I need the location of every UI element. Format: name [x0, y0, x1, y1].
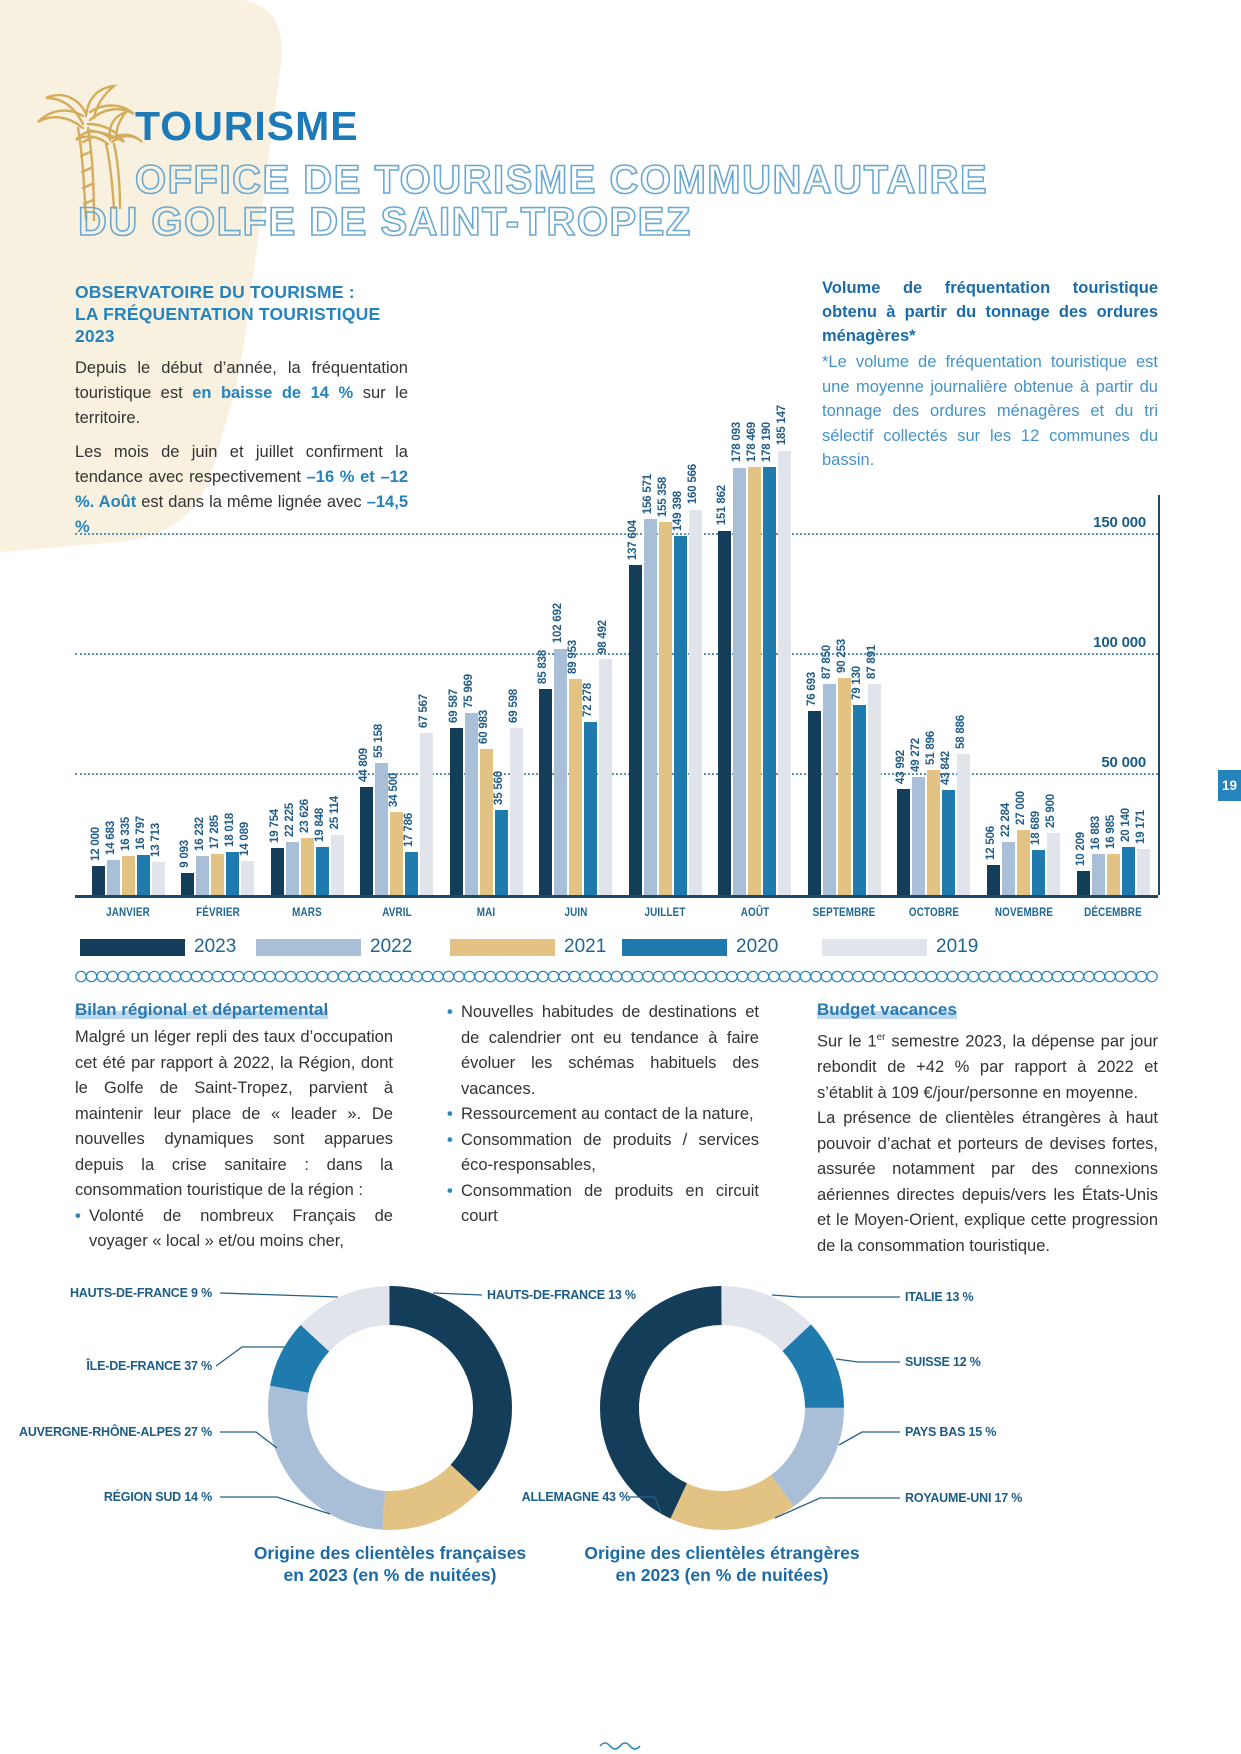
- bar-value-label: 27 000: [1015, 791, 1027, 826]
- bar-value-label: 43 842: [940, 750, 953, 785]
- bar-value-label: 18 018: [224, 812, 237, 847]
- bar-value-label: 18 689: [1030, 811, 1042, 846]
- bar-2021-août: [748, 467, 761, 895]
- bar-value-label: 44 809: [358, 748, 371, 783]
- month-label-janvier: JANVIER: [106, 905, 150, 919]
- bar-value-label: 14 683: [104, 820, 117, 855]
- bar-value-label: 155 358: [656, 476, 669, 518]
- bar-value-label: 69 587: [447, 689, 460, 723]
- chart-legend: [0, 936, 1241, 960]
- bar-value-label: 67 567: [418, 693, 431, 728]
- volume-heading: Volume de fréquentation touristique obtenu à partir du tonnage des ordures ménagères*: [822, 279, 1158, 345]
- legend-item-2019: 2019: [822, 936, 978, 958]
- bar-value-label: 72 278: [582, 682, 595, 717]
- bar-2022-avril: [375, 763, 388, 895]
- bar-value-label: 58 886: [955, 714, 968, 749]
- observatoire-paragraph-1: Depuis le début d’année, la fréquentation touristique est en baisse de 14 % sur le territoire.: [75, 359, 408, 427]
- bar-value-label: 178 093: [731, 422, 744, 463]
- bar-2023-février: [181, 873, 194, 895]
- bar-value-label: 55 158: [373, 723, 386, 758]
- bar-value-label: 85 838: [537, 650, 550, 684]
- bar-2023-octobre: [897, 789, 910, 895]
- bar-2020-janvier: [137, 855, 150, 895]
- bar-2022-février: [196, 856, 209, 895]
- budget-heading: Budget vacances: [817, 1000, 957, 1019]
- bar-value-label: 19 171: [1134, 810, 1147, 844]
- month-label-octobre: OCTOBRE: [908, 905, 960, 919]
- bar-value-label: 25 114: [328, 796, 341, 830]
- bar-2021-avril: [390, 812, 403, 895]
- bar-2019-mai: [510, 728, 523, 895]
- bar-value-label: 156 571: [641, 474, 654, 515]
- bar-2022-mars: [286, 842, 299, 895]
- bar-2021-mars: [301, 838, 314, 895]
- bar-value-label: 98 492: [597, 619, 610, 654]
- callout-allemagne: ALLEMAGNE 43 %: [521, 1490, 630, 1504]
- footer-wave-icon: [598, 1738, 642, 1750]
- donut-charts-zone: [0, 1270, 1241, 1610]
- bar-value-label: 25 900: [1045, 793, 1057, 828]
- callout-pays-bas: PAYS BAS 15 %: [905, 1425, 997, 1439]
- bar-value-label: 20 140: [1119, 807, 1132, 842]
- bar-2021-novembre: [1017, 830, 1030, 895]
- bar-2020-mai: [495, 810, 508, 895]
- bar-value-label: 75 969: [462, 673, 475, 708]
- bar-2023-septembre: [808, 711, 821, 895]
- bar-value-label: 102 692: [552, 603, 565, 644]
- bar-value-label: 9 093: [179, 840, 192, 869]
- month-label-avril: AVRIL: [381, 905, 412, 919]
- callout-royaume-uni: ROYAUME-UNI 17 %: [905, 1491, 1023, 1505]
- bar-2022-novembre: [1002, 842, 1015, 895]
- bar-2022-juin: [554, 649, 567, 895]
- bar-value-label: 22 284: [1000, 802, 1012, 837]
- month-label-mars: MARS: [292, 905, 322, 919]
- bar-value-label: 23 626: [298, 799, 311, 834]
- gridline-100000: [75, 653, 1158, 655]
- donut-title-etrangeres: Origine des clientèles étrangères en 2023 (en % de nuitées): [584, 1543, 860, 1585]
- callout-auvergne-rhone-alpes: AUVERGNE-RHÔNE-ALPES 27 %: [19, 1425, 212, 1439]
- legend-swatch-2022: [256, 939, 361, 956]
- bar-2019-novembre: [1047, 833, 1060, 895]
- bar-2023-mai: [450, 728, 463, 895]
- bar-2022-décembre: [1092, 854, 1105, 895]
- bar-value-label: 35 560: [492, 770, 505, 805]
- page-title-line2: DU GOLFE DE SAINT-TROPEZ: [78, 200, 692, 244]
- bar-2020-juillet: [674, 536, 687, 895]
- bar-2019-décembre: [1137, 849, 1150, 895]
- bar-2019-avril: [420, 733, 433, 895]
- bar-2021-juillet: [659, 522, 672, 895]
- month-label-septembre: SEPTEMBRE: [813, 905, 876, 919]
- bar-2023-juin: [539, 689, 552, 895]
- bar-2020-mars: [316, 847, 329, 895]
- bar-value-label: 76 693: [805, 671, 818, 706]
- bar-value-label: 10 209: [1074, 831, 1087, 866]
- ytick-150000: 150 000: [1093, 514, 1146, 531]
- bar-2020-février: [226, 852, 239, 895]
- gridline-150000: [75, 533, 1158, 535]
- bar-2019-octobre: [957, 754, 970, 895]
- habitudes-bullet-4: • Consommation de produits en circuit court: [447, 1179, 759, 1230]
- bilan-bullet-1: • Volonté de nombreux Français de voyager « local » et/ou moins cher,: [75, 1204, 393, 1255]
- bilan-bullets: [75, 1204, 393, 1255]
- callout-suisse: SUISSE 12 %: [905, 1355, 981, 1369]
- legend-swatch-2019: [822, 939, 927, 956]
- ytick-50000: 50 000: [1101, 754, 1146, 771]
- bar-value-label: 185 147: [776, 405, 789, 446]
- bar-2019-mars: [331, 835, 344, 895]
- legend-item-2021: 2021: [450, 936, 606, 958]
- budget-column: [817, 1000, 1158, 1259]
- bar-2020-décembre: [1122, 847, 1135, 895]
- bar-value-label: 178 469: [746, 421, 759, 462]
- bar-2021-octobre: [927, 770, 940, 895]
- bar-value-label: 16 883: [1089, 815, 1102, 850]
- bar-2021-janvier: [122, 856, 135, 895]
- bar-value-label: 43 992: [895, 750, 908, 785]
- ytick-100000: 100 000: [1093, 634, 1146, 651]
- budget-paragraph-1: Sur le 1er semestre 2023, la dépense par jour rebondit de +42 % par rapport à 2022 et s’établit à 109 €/jour/personne en moyenne.: [817, 1032, 1158, 1102]
- callout-hauts-de-france-9: HAUTS-DE-FRANCE 9 %: [69, 1286, 212, 1300]
- month-label-juin: JUIN: [564, 905, 588, 919]
- bar-2022-janvier: [107, 860, 120, 895]
- volume-column: [822, 276, 1158, 473]
- bar-value-label: 19 754: [268, 808, 281, 843]
- bar-value-label: 87 850: [820, 645, 833, 680]
- bar-value-label: 87 891: [865, 645, 878, 680]
- bar-value-label: 16 985: [1104, 815, 1117, 850]
- bar-value-label: 149 398: [671, 491, 684, 532]
- legend-item-2022: 2022: [256, 936, 412, 958]
- bar-value-label: 16 335: [119, 816, 132, 851]
- bar-2023-mars: [271, 848, 284, 895]
- bar-value-label: 12 000: [89, 827, 102, 862]
- page-title-line1: OFFICE DE TOURISME COMMUNAUTAIRE: [135, 158, 989, 202]
- bar-value-label: 51 896: [925, 731, 938, 766]
- bar-2019-février: [241, 861, 254, 895]
- callout-region-sud: RÉGION SUD 14 %: [103, 1490, 212, 1504]
- bar-2020-septembre: [853, 705, 866, 895]
- legend-item-2023: 2023: [80, 936, 236, 958]
- habitudes-column: [447, 1000, 759, 1230]
- callout-ile-de-france: ÎLE-DE-FRANCE 37 %: [86, 1359, 212, 1373]
- bilan-heading: Bilan régional et départemental: [75, 1000, 329, 1019]
- bar-value-label: 22 225: [283, 802, 296, 837]
- budget-paragraph-2: La présence de clientèles étrangères à haut pouvoir d’achat et porteurs de devises fortes, assurée notamment par des connexions aériennes directes depuis/vers les États-Unis et le Moyen-Orient, explique cette progression de la consommation touristique.: [817, 1109, 1158, 1255]
- legend-swatch-2021: [450, 939, 555, 956]
- bar-value-label: 13 713: [149, 823, 162, 858]
- y-axis-line: [1158, 495, 1160, 895]
- volume-note: *Le volume de fréquentation touristique est une moyenne journalière obtenue à partir du tonnage des ordures ménagères et du tri sélectif collectés sur les 12 communes du bassin.: [822, 353, 1158, 469]
- habitudes-bullet-1: • Nouvelles habitudes de destinations et de calendrier ont eu tendance à faire évoluer les schémas habituels des vacances.: [447, 1000, 759, 1102]
- month-label-février: FÉVRIER: [195, 905, 240, 919]
- bar-2022-août: [733, 468, 746, 895]
- bar-2021-mai: [480, 749, 493, 895]
- bar-2019-juillet: [689, 510, 702, 895]
- bar-2019-septembre: [868, 684, 881, 895]
- bar-2020-novembre: [1032, 850, 1045, 895]
- month-label-mai: MAI: [476, 905, 496, 919]
- bar-value-label: 160 566: [686, 464, 699, 505]
- bar-value-label: 49 272: [910, 737, 923, 772]
- bilan-column: [75, 1000, 393, 1255]
- bar-value-label: 151 862: [716, 485, 729, 526]
- callout-hauts-de-france-13: HAUTS-DE-FRANCE 13 %: [487, 1288, 636, 1302]
- bar-2023-novembre: [987, 865, 1000, 895]
- bar-2023-août: [718, 531, 731, 895]
- bar-2019-juin: [599, 659, 612, 895]
- legend-swatch-2020: [622, 939, 727, 956]
- wavy-divider: [75, 969, 1158, 984]
- bar-2020-avril: [405, 852, 418, 895]
- bar-value-label: 14 089: [239, 822, 252, 857]
- bar-2021-juin: [569, 679, 582, 895]
- bar-2022-mai: [465, 713, 478, 895]
- bar-value-label: 178 190: [761, 422, 774, 463]
- habitudes-bullets: [447, 1000, 759, 1230]
- bar-value-label: 60 983: [477, 709, 490, 744]
- bar-value-label: 69 598: [507, 688, 520, 723]
- bilan-paragraph: Malgré un léger repli des taux d’occupation cet été par rapport à 2022, la Région, dont le Golfe de Saint-Tropez, parvient à maintenir leur place de « leader ». De nouvelles dynamiques sont apparues depuis la crise sanitaire : dans la consommation touristique de la région :: [75, 1028, 393, 1199]
- page-number-badge: 19: [1218, 770, 1241, 801]
- bar-2021-septembre: [838, 678, 851, 895]
- bar-2019-janvier: [152, 862, 165, 895]
- gridline-50000: [75, 773, 1158, 775]
- bar-2022-juillet: [644, 519, 657, 895]
- observatoire-paragraph-2: Les mois de juin et juillet confirment la tendance avec respectivement –16 % et –12 %. Août est dans la même lignée avec –14,5 %: [75, 443, 408, 536]
- bar-2023-janvier: [92, 866, 105, 895]
- bar-2022-septembre: [823, 684, 836, 895]
- bar-2022-octobre: [912, 777, 925, 895]
- section-kicker: TOURISME: [135, 103, 359, 149]
- bar-2020-octobre: [942, 790, 955, 895]
- bar-value-label: 137 604: [626, 519, 639, 560]
- legend-swatch-2023: [80, 939, 185, 956]
- bar-2023-juillet: [629, 565, 642, 895]
- bar-2020-août: [763, 467, 776, 895]
- bar-value-label: 16 797: [134, 815, 147, 850]
- bar-value-label: 90 253: [835, 639, 848, 674]
- month-label-juillet: JUILLET: [644, 905, 686, 919]
- bar-value-label: 12 506: [985, 826, 997, 860]
- month-label-août: AOÛT: [740, 905, 770, 919]
- bar-value-label: 17 786: [403, 813, 416, 848]
- habitudes-bullet-3: • Consommation de produits / services éco-responsables,: [447, 1128, 759, 1179]
- bar-value-label: 17 285: [209, 814, 222, 849]
- bar-value-label: 89 953: [567, 640, 580, 675]
- bar-value-label: 16 232: [194, 817, 207, 852]
- bar-value-label: 19 848: [313, 808, 326, 843]
- bar-2021-février: [211, 854, 224, 895]
- donut-title-francaises: Origine des clientèles françaises en 2023 (en % de nuitées): [253, 1543, 527, 1585]
- bar-2019-août: [778, 451, 791, 895]
- month-label-décembre: DÉCEMBRE: [1084, 905, 1142, 919]
- bar-2020-juin: [584, 722, 597, 895]
- callout-italie: ITALIE 13 %: [905, 1290, 974, 1304]
- habitudes-bullet-2: • Ressourcement au contact de la nature,: [447, 1102, 759, 1128]
- month-label-novembre: NOVEMBRE: [994, 905, 1053, 919]
- legend-item-2020: 2020: [622, 936, 778, 958]
- bar-value-label: 79 130: [850, 666, 863, 701]
- observatoire-heading: OBSERVATOIRE DU TOURISME : LA FRÉQUENTATION TOURISTIQUE 2023: [75, 282, 381, 346]
- bar-2023-avril: [360, 787, 373, 895]
- bar-2023-décembre: [1077, 871, 1090, 896]
- donut-callout-lines: [0, 1270, 1241, 1570]
- bar-value-label: 34 500: [388, 773, 401, 808]
- bar-2021-décembre: [1107, 854, 1120, 895]
